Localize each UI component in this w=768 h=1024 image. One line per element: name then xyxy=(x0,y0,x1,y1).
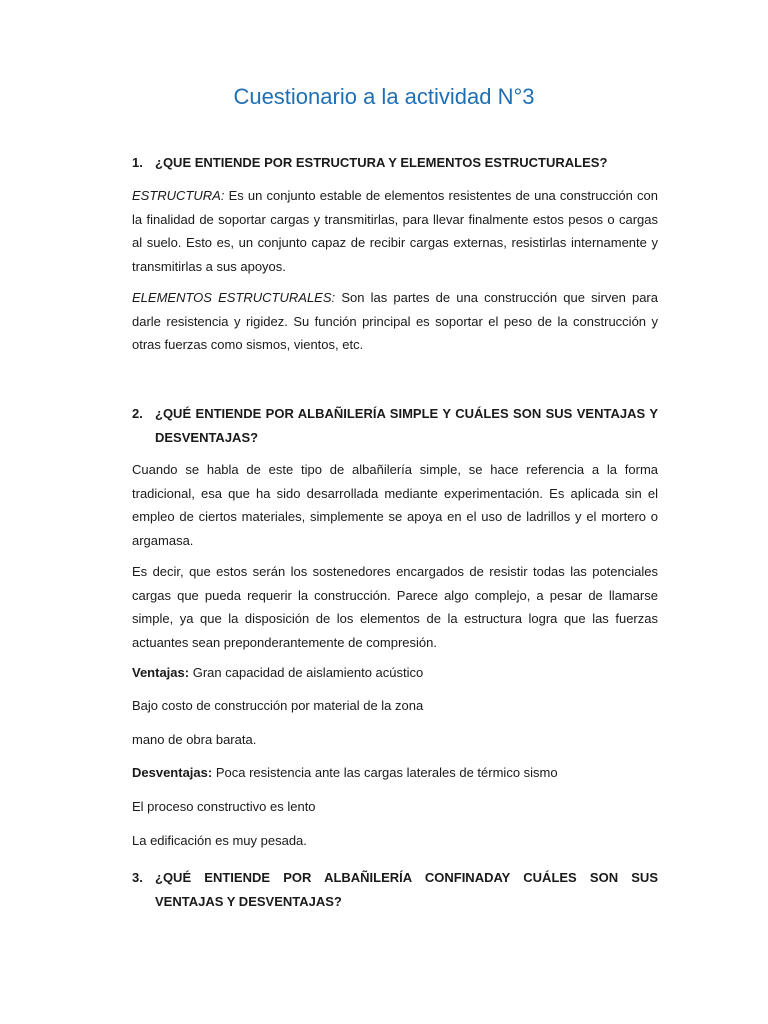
question-1-number: 1. xyxy=(132,155,143,170)
q1-paragraph-elementos xyxy=(132,286,658,357)
desventajas-item-2: El proceso constructivo es lento xyxy=(132,799,316,814)
desventajas-item-3: La edificación es muy pesada. xyxy=(132,833,307,848)
question-1 xyxy=(132,151,658,175)
q1-paragraph-elementos-body: Son las partes de una construcción que sirven para darle resistencia y rigidez. Su función principal es soportar el peso de la construcción y otras fuerzas como sismos, vientos, etc. xyxy=(132,290,658,352)
q1-paragraph-estructura-body: Es un conjunto estable de elementos resistentes de una construcción con la finalidad de soportar cargas y transmitirlas, para llevar finalmente estos pesos o cargas al suelo. Esto es, un conjunto capaz de recibir cargas externas, resistirlas internamente y transmitirlas a sus apoyos. xyxy=(132,188,658,274)
question-3-number: 3. xyxy=(132,870,143,885)
q1-paragraph-estructura xyxy=(132,184,658,278)
q2-paragraph-2: Es decir, que estos serán los sostenedores encargados de resistir todas las potenciales cargas que pueda requerir la construcción. Parece algo complejo, a pesar de llamarse simple, ya que la disposición de los elementos de la estructura logra que las fuerzas actuantes sean preponderantemente de compresión. xyxy=(132,564,658,650)
question-2 xyxy=(132,402,658,450)
question-2-text: ¿QUÉ ENTIENDE POR ALBAÑILERÍA SIMPLE Y CUÁLES SON SUS VENTAJAS Y DESVENTAJAS? xyxy=(155,406,658,445)
ventajas-item-3: mano de obra barata. xyxy=(132,732,257,747)
question-2-number: 2. xyxy=(132,406,143,421)
question-3 xyxy=(132,866,658,914)
desventajas-label: Desventajas: xyxy=(132,765,213,780)
desventajas-item-1: Poca resistencia ante las cargas laterales de térmico sismo xyxy=(215,765,558,780)
ventajas-label: Ventajas: xyxy=(132,665,190,680)
q2-paragraph-1: Cuando se habla de este tipo de albañilería simple, se hace referencia a la forma tradicional, esa que ha sido desarrollada mediante experimentación. Es aplicada sin el empleo de ciertos materiales, simplemente se apoya en el uso de ladrillos y el mortero o argamasa. xyxy=(132,462,658,548)
ventajas-item-1: Gran capacidad de aislamiento acústico xyxy=(192,665,424,680)
document-title: Cuestionario a la actividad N°3 xyxy=(233,84,535,109)
desventajas-line-1 xyxy=(132,763,658,783)
term-elementos-estructurales: ELEMENTOS ESTRUCTURALES: xyxy=(132,290,336,305)
question-1-text: ¿QUE ENTIENDE POR ESTRUCTURA Y ELEMENTOS ESTRUCTURALES? xyxy=(155,155,608,170)
ventajas-item-2: Bajo costo de construcción por material de la zona xyxy=(132,698,424,713)
question-3-text: ¿QUÉ ENTIENDE POR ALBAÑILERÍA CONFINADAY CUÁLES SON SUS VENTAJAS Y DESVENTAJAS? xyxy=(155,870,658,909)
ventajas-line-1 xyxy=(132,663,658,683)
term-estructura: ESTRUCTURA: xyxy=(132,188,225,203)
